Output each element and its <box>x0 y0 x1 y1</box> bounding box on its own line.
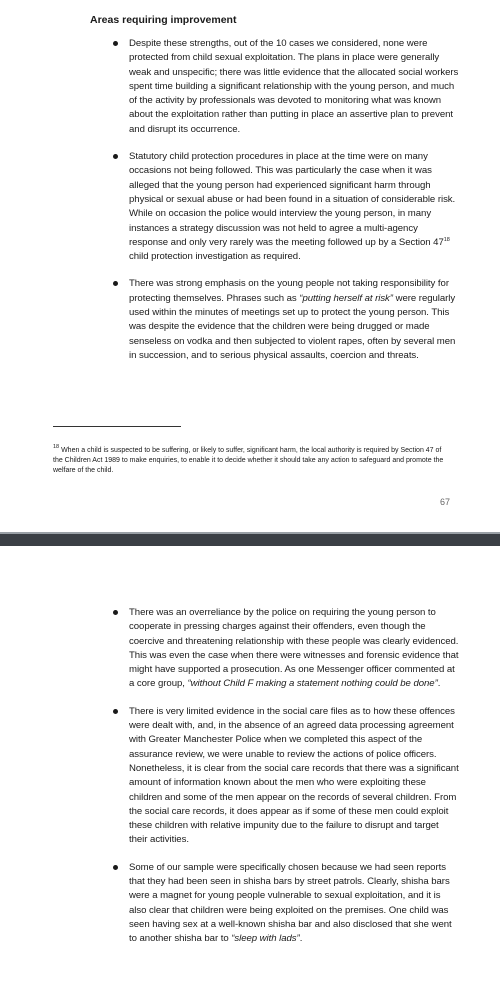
footnote-marker: 18 <box>53 444 60 450</box>
list-item <box>0 277 459 363</box>
paragraph-text: . <box>299 933 303 945</box>
paragraph-text: Statutory child protection procedures in place at the time were on many occasions not being followed. This was particularly the case when it was alleged that the young person had experienced significant harm through physical or sexual abuse or had been found in a situation of considerable risk. While on occasion the police would interview the young person, in many instances a strategy discussion was not held to agree a multi-agency response and only very rarely was the meeting followed up by a Section 47 <box>129 151 456 248</box>
bullet-icon <box>113 865 118 870</box>
list-item <box>0 705 459 848</box>
paragraph-text: child protection investigation as required. <box>129 251 301 263</box>
section-heading: Areas requiring improvement <box>90 14 237 26</box>
list-item <box>0 37 459 137</box>
quoted-phrase: “without Child F making a statement nothing could be done” <box>187 678 438 690</box>
footnote-reference[interactable]: 18 <box>443 236 450 243</box>
page-number: 67 <box>440 497 451 507</box>
paragraph-text: were regularly used within the minutes of meetings set up to protect the young person. This was despite the evidence that the children were being drugged or made senseless on vodka and then subjected to violent rapes, often by several men in succession, and to serious physical assaults, coercion and threats. <box>129 292 456 361</box>
list-item <box>0 150 459 264</box>
quoted-phrase: “sleep with lads” <box>231 933 300 945</box>
document-page-68 <box>0 546 500 998</box>
bullet-list <box>0 606 500 960</box>
quoted-phrase: “putting herself at risk” <box>299 292 393 304</box>
paragraph-text: There is very limited evidence in the social care files as to how these offences were dealt with, and, in the absence of an agreed data processing agreement with Greater Manchester Police when we completed this aspect of the assurance review, we were unable to review the actions of police officers. Nonetheless, it is clear from the social care records that there was a significant amount of information known about the men who were exploiting these children and some of the men appear on the records of several children. From the social care records, it does appear as if some of these men could exploit these children with relative impunity due to the failure to disrupt and target their activities. <box>129 705 459 846</box>
paragraph-text: . <box>437 678 441 690</box>
bullet-icon <box>113 154 118 159</box>
page-break-divider <box>0 532 500 546</box>
bullet-icon <box>113 610 118 615</box>
paragraph-text: There was strong emphasis on the young people not taking responsibility for protecting themselves. Phrases such as <box>129 278 449 304</box>
paragraph-text: Some of our sample were specifically chosen because we had seen reports that they had been seen in shisha bars by street patrols. Clearly, shisha bars were a magnet for young people vulnerable to sexual exploitation, and it is also clear that children were being exploited on the premises. One child was seen having sex at a well-known shisha bar and also disclosed that she went to another shisha bar to <box>129 861 452 945</box>
paragraph-text: Despite these strengths, out of the 10 cases we considered, none were protected from child sexual exploitation. The plans in place were generally weak and unspecific; there was little evidence that the allocated social workers spent time building a significant relationship with the young person, and much of the activity by professionals was devoted to monitoring what was known about the exploitation rather than putting in place an assertive plan to prevent and disrupt its occurrence. <box>129 38 459 135</box>
list-item <box>0 861 459 947</box>
footnote <box>53 446 453 476</box>
footnote-text: When a child is suspected to be suffering, or likely to suffer, significant harm, the local authority is required by Section 47 of the Children Act 1989 to make enquiries, to enable it to decide whether it should take any action to safeguard and promote the welfare of the child. <box>53 447 444 474</box>
bullet-list <box>0 37 500 376</box>
bullet-icon <box>113 709 118 714</box>
bullet-icon <box>113 41 118 46</box>
paragraph-text: There was an overreliance by the police on requiring the young person to cooperate in pressing charges against their offenders, even though the coercive and threatening relationship with these people was clearly evidenced. This was even the case when there were witnesses and forensic evidence that might have supported a prosecution. As one Messenger officer commented at a core group, <box>129 607 459 690</box>
bullet-icon <box>113 281 118 286</box>
list-item <box>0 606 459 692</box>
footnote-separator <box>53 426 181 427</box>
